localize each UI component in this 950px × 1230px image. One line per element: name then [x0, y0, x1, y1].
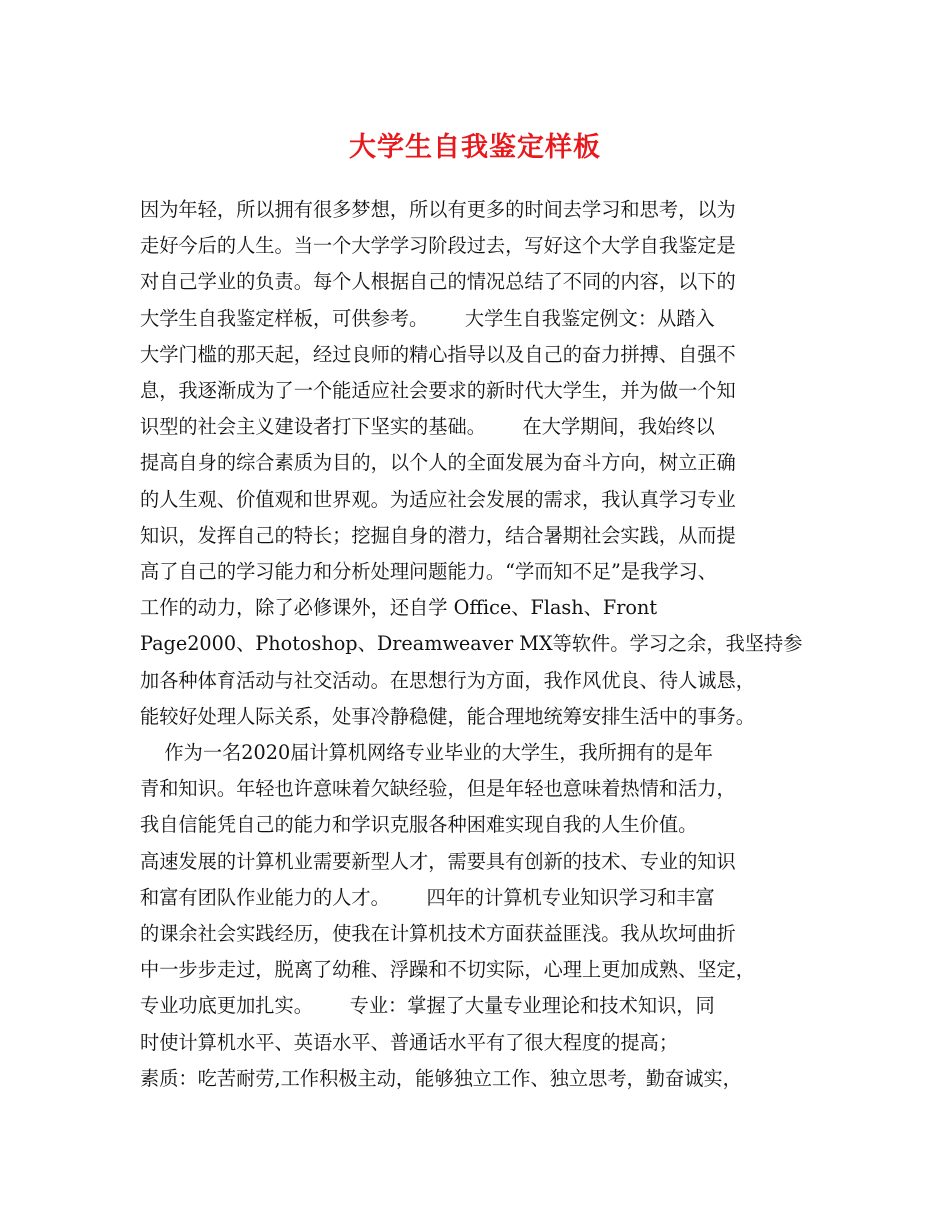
body-line: 中一步步走过，脱离了幼稚、浮躁和不切实际，心理上更加成熟、坚定，: [140, 958, 755, 982]
body-line: 时使计算机水平、英语水平、普通话水平有了很大程度的提高；: [140, 1030, 679, 1054]
body-line: 提高自身的综合素质为目的，以个人的全面发展为奋斗方向，树立正确: [140, 451, 736, 475]
body-line: 识型的社会主义建设者打下坚实的基础。 在大学期间，我始终以: [140, 415, 715, 439]
body-line: 的课余社会实践经历，使我在计算机技术方面获益匪浅。我从坎坷曲折: [140, 922, 736, 945]
body-line: 大学门槛的那天起，经过良师的精心指导以及自己的奋力拼搏、自强不: [140, 342, 736, 366]
body-line: 因为年轻，所以拥有很多梦想，所以有更多的时间去学习和思考，以为: [140, 198, 736, 221]
body-line: 工作的动力，除了必修课外，还自学 Office、Flash、Front: [140, 596, 658, 620]
body-line: 对自己学业的负责。每个人根据自己的情况总结了不同的内容，以下的: [140, 270, 736, 294]
body-line: 息，我逐渐成为了一个能适应社会要求的新时代大学生，并为做一个知: [140, 379, 736, 402]
body-line: 高了自己的学习能力和分析处理问题能力。“学而知不足”是我学习、: [140, 560, 717, 583]
body-line: 素质：吃苦耐劳,工作积极主动，能够独立工作、独立思考，勤奋诚实，: [140, 1066, 742, 1090]
body-line: 我自信能凭自己的能力和学识克服各种困难实现自我的人生价值。: [140, 813, 698, 837]
body-line: 走好今后的人生。当一个大学学习阶段过去，写好这个大学自我鉴定是: [140, 234, 736, 258]
body-line: 能较好处理人际关系，处事冷静稳健，能合理地统筹安排生活中的事务。: [140, 704, 755, 728]
body-line: 青和知识。年轻也许意味着欠缺经验，但是年轻也意味着热情和活力，: [140, 777, 736, 801]
body-line: 和富有团队作业能力的人才。 四年的计算机专业知识学习和丰富: [140, 885, 715, 909]
document-title: 大学生自我鉴定样板: [349, 132, 601, 163]
body-line: Page2000、Photoshop、Dreamweaver MX等软件。学习之余，我坚持参: [140, 632, 803, 656]
body-line: 高速发展的计算机业需要新型人才，需要具有创新的技术、专业的知识: [140, 849, 736, 873]
body-line: 作为一名2020届计算机网络专业毕业的大学生，我所拥有的是年: [140, 741, 713, 764]
body-line: 大学生自我鉴定样板，可供参考。 大学生自我鉴定例文：从踏入: [140, 306, 715, 330]
body-line: 专业功底更加扎实。 专业：掌握了大量专业理论和技术知识，同: [140, 994, 715, 1018]
body-line: 加各种体育活动与社交活动。在思想行为方面，我作风优良、待人诚恳，: [140, 668, 755, 692]
body-line: 知识，发挥自己的特长；挖掘自身的潜力，结合暑期社会实践，从而提: [140, 523, 736, 547]
body-line: 的人生观、价值观和世界观。为适应社会发展的需求，我认真学习专业: [140, 487, 736, 511]
